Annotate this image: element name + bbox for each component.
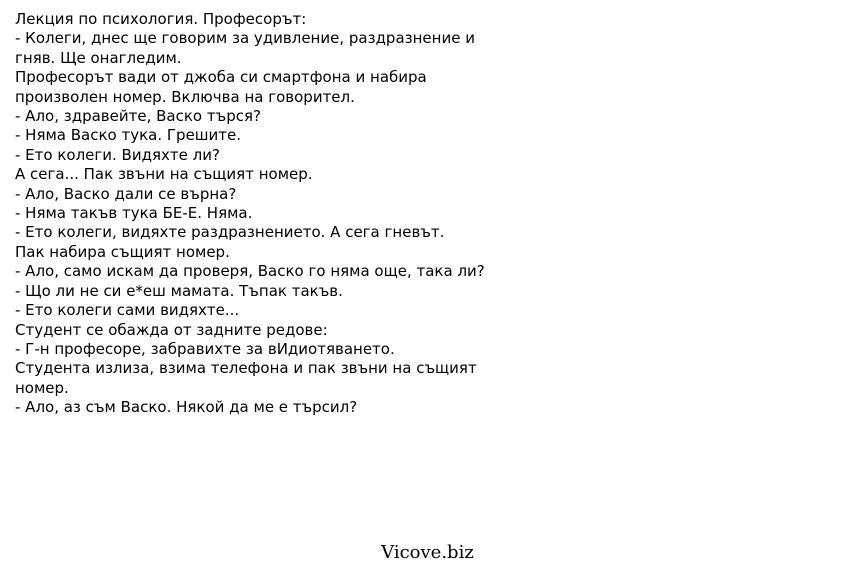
text-line: номер. [15, 378, 69, 397]
text-line: - Няма такъв тука БЕ-Е. Няма. [15, 204, 253, 223]
text-line: - Ето колеги, видяхте раздразнението. А сега гневът. [15, 223, 445, 242]
text-line: - Ето колеги. Видяхте ли? [15, 145, 220, 164]
text-line: произволен номер. Включва на говорител. [15, 87, 355, 106]
text-line: Професорът вади от джоба си смартфона и набира [15, 68, 427, 87]
text-line: Пак набира същият номер. [15, 242, 230, 261]
text-line: - Ало, здравейте, Васко търся? [15, 107, 261, 126]
text-line: гняв. Ще онагледим. [15, 48, 182, 67]
text-line: - Няма Васко тука. Грешите. [15, 126, 242, 145]
text-line: - Що ли не си е*еш мамата. Тъпак такъв. [15, 281, 343, 300]
text-line: - Колеги, днес ще говорим за удивление, раздразнение и [15, 29, 475, 48]
text-line: - Г-н професоре, забравихте за вИдиотяването. [15, 339, 395, 358]
text-line: - Ето колеги сами видяхте... [15, 301, 240, 320]
text-line: А сега... Пак звъни на същият номер. [15, 165, 313, 184]
text-line: - Ало, Васко дали се върна? [15, 184, 237, 203]
text-line: - Ало, аз съм Васко. Някой да ме е търсил? [15, 398, 358, 417]
site-watermark: Vicove.biz [381, 542, 474, 563]
text-line: Лекция по психология. Професорът: [15, 10, 307, 28]
text-line: Студент се обажда от задните редове: [15, 320, 328, 339]
text-line: Студента излиза, взима телефона и пак звъни на същият [15, 359, 477, 378]
text-line: - Ало, само искам да проверя, Васко го няма още, така ли? [15, 262, 485, 281]
joke-text [15, 10, 845, 418]
